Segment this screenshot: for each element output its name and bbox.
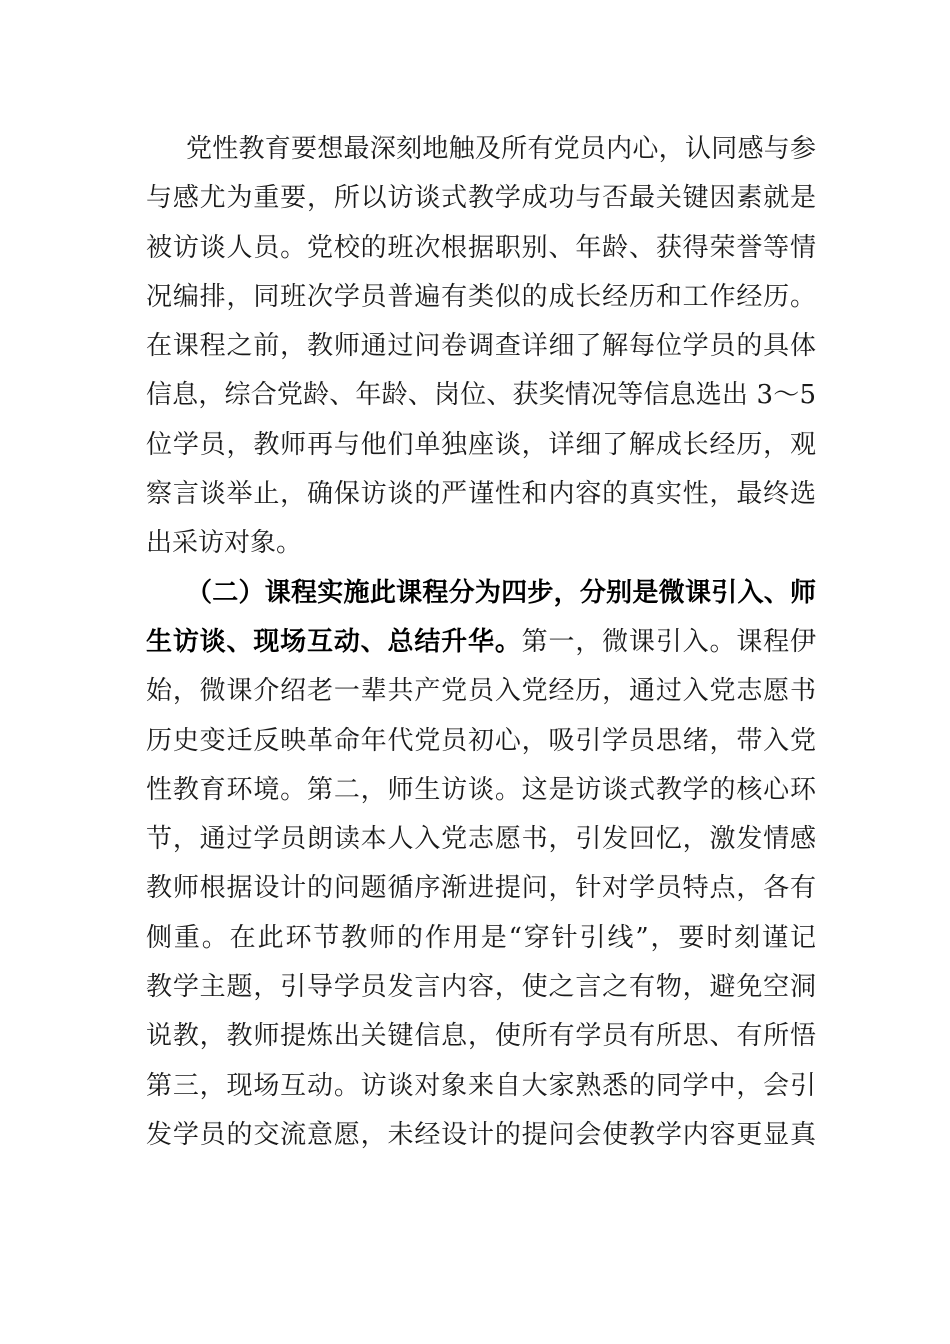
paragraph-2-line-9: 教学主题，引导学员发言内容，使之言之有物，避免空洞 xyxy=(146,972,816,1003)
paragraph-2-line-3: 始，微课介绍老一辈共产党员入党经历，通过入党志愿书 xyxy=(146,676,816,707)
paragraph-1-line-6: 信息，综合党龄、年龄、岗位、获奖情况等信息选出 3～5 xyxy=(146,380,816,411)
section-heading-line-2 xyxy=(146,618,816,667)
paragraph-2-line-10: 说教，教师提炼出关键信息，使所有学员有所思、有所悟 xyxy=(146,1021,816,1052)
paragraph-1-line-7: 位学员，教师再与他们单独座谈，详细了解成长经历，观 xyxy=(146,429,816,460)
paragraph-2-line-5: 性教育环境。第二，师生访谈。这是访谈式教学的核心环 xyxy=(146,774,816,805)
paragraph-1-line-9: 出采访对象。 xyxy=(146,528,303,559)
paragraph-1-line-4: 况编排，同班次学员普遍有类似的成长经历和工作经历。 xyxy=(146,281,816,312)
paragraph-1-line-5: 在课程之前，教师通过问卷调查详细了解每位学员的具体 xyxy=(146,331,816,362)
body-text xyxy=(146,125,816,1160)
paragraph-1-line-3: 被访谈人员。党校的班次根据职别、年龄、获得荣誉等情 xyxy=(146,232,816,263)
paragraph-2-line-7: 教师根据设计的问题循序渐进提问，针对学员特点，各有 xyxy=(146,873,816,904)
paragraph-2-line-12: 发学员的交流意愿，未经设计的提问会使教学内容更显真 xyxy=(146,1119,816,1150)
paragraph-2-line-8: 侧重。在此环节教师的作用是“穿针引线”，要时刻谨记 xyxy=(146,922,816,953)
paragraph-2-line-11: 第三，现场互动。访谈对象来自大家熟悉的同学中，会引 xyxy=(146,1070,816,1101)
paragraph-1-line-2: 与感尤为重要，所以访谈式教学成功与否最关键因素就是 xyxy=(146,183,816,214)
section-heading-regular-part: 第一，微课引入。课程伊 xyxy=(521,626,816,657)
section-heading-bold-part: 生访谈、现场互动、总结升华。 xyxy=(146,626,522,657)
paragraph-2-line-4: 历史变迁反映革命年代党员初心，吸引学员思绪，带入党 xyxy=(146,725,816,756)
paragraph-2-line-6: 节，通过学员朗读本人入党志愿书，引发回忆，激发情感 xyxy=(146,824,816,855)
section-heading-line-1: （二）课程实施此课程分为四步，分别是微课引入、师 xyxy=(186,577,816,608)
paragraph-1-line-8: 察言谈举止，确保访谈的严谨性和内容的真实性，最终选 xyxy=(146,479,816,510)
paragraph-1-line-1: 党性教育要想最深刻地触及所有党员内心，认同感与参 xyxy=(186,134,816,164)
